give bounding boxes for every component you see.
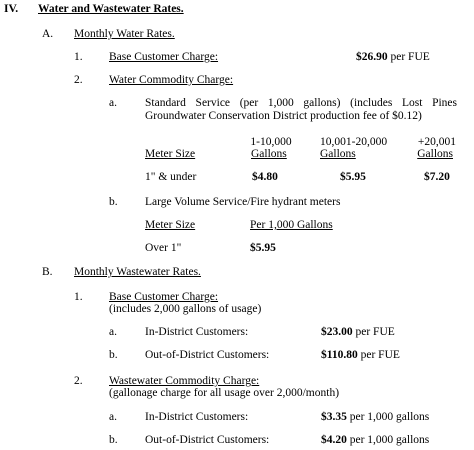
item-number: 2. <box>74 375 83 387</box>
tier3-unit: Gallons <box>417 148 453 160</box>
large-volume-row-label: Over 1" <box>145 242 182 254</box>
subsection-letter-a: A. <box>42 28 54 40</box>
water-rates-title: Monthly Water Rates. <box>74 28 175 40</box>
standard-service-text-line1: Standard Service (per 1,000 gallons) (includes Lost Pines <box>145 97 457 109</box>
list-letter: a. <box>109 97 117 109</box>
list-letter: b. <box>109 434 118 446</box>
meter-size-header: Meter Size <box>145 148 196 160</box>
subsection-letter-b: B. <box>42 266 53 278</box>
large-volume-rate: $5.95 <box>250 242 276 254</box>
tier3-range: +20,001 <box>417 136 456 148</box>
wastewater-base-charge-label: Base Customer Charge: <box>109 291 219 303</box>
out-of-district-label: Out-of-District Customers: <box>145 434 270 446</box>
section-number: IV. <box>4 3 19 15</box>
in-district-label: In-District Customers: <box>145 411 249 423</box>
large-volume-rate-header: Per 1,000 Gallons <box>250 219 333 231</box>
item-number: 1. <box>74 291 83 303</box>
list-letter: a. <box>109 411 117 423</box>
water-commodity-charge-label: Water Commodity Charge: <box>109 74 234 86</box>
large-volume-label: Large Volume Service/Fire hydrant meters <box>145 196 341 208</box>
tier3-rate: $7.20 <box>424 171 450 183</box>
out-of-district-label: Out-of-District Customers: <box>145 349 270 361</box>
wastewater-commodity-charge-label: Wastewater Commodity Charge: <box>109 375 260 387</box>
meter-size-row-label: 1" & under <box>145 171 197 183</box>
item-number: 2. <box>74 74 83 86</box>
wastewater-rates-title: Monthly Wastewater Rates. <box>74 266 201 278</box>
item-number: 1. <box>74 51 83 63</box>
tier2-range: 10,001-20,000 <box>320 136 388 148</box>
out-of-district-commodity-value: $4.20 per 1,000 gallons <box>321 434 430 446</box>
standard-service-text-line2: Groundwater Conservation District production fee of $0.12) <box>145 110 422 122</box>
water-base-charge-label: Base Customer Charge: <box>109 51 219 63</box>
in-district-label: In-District Customers: <box>145 326 249 338</box>
wastewater-commodity-charge-note: (gallonage charge for all usage over 2,000/month) <box>109 387 340 399</box>
in-district-base-value: $23.00 per FUE <box>321 326 395 338</box>
tier1-range: 1-10,000 <box>250 136 292 148</box>
section-title: Water and Wastewater Rates. <box>38 3 184 15</box>
list-letter: b. <box>109 196 118 208</box>
list-letter: b. <box>109 349 118 361</box>
tier2-unit: Gallons <box>320 148 356 160</box>
out-of-district-base-value: $110.80 per FUE <box>321 349 400 361</box>
tier1-rate: $4.80 <box>252 171 278 183</box>
in-district-commodity-value: $3.35 per 1,000 gallons <box>321 411 430 423</box>
list-letter: a. <box>109 326 117 338</box>
tier2-rate: $5.95 <box>340 171 366 183</box>
large-volume-meter-header: Meter Size <box>145 219 196 231</box>
water-base-charge-value: $26.90 per FUE <box>356 51 430 63</box>
wastewater-base-charge-note: (includes 2,000 gallons of usage) <box>109 303 262 315</box>
tier1-unit: Gallons <box>251 148 287 160</box>
